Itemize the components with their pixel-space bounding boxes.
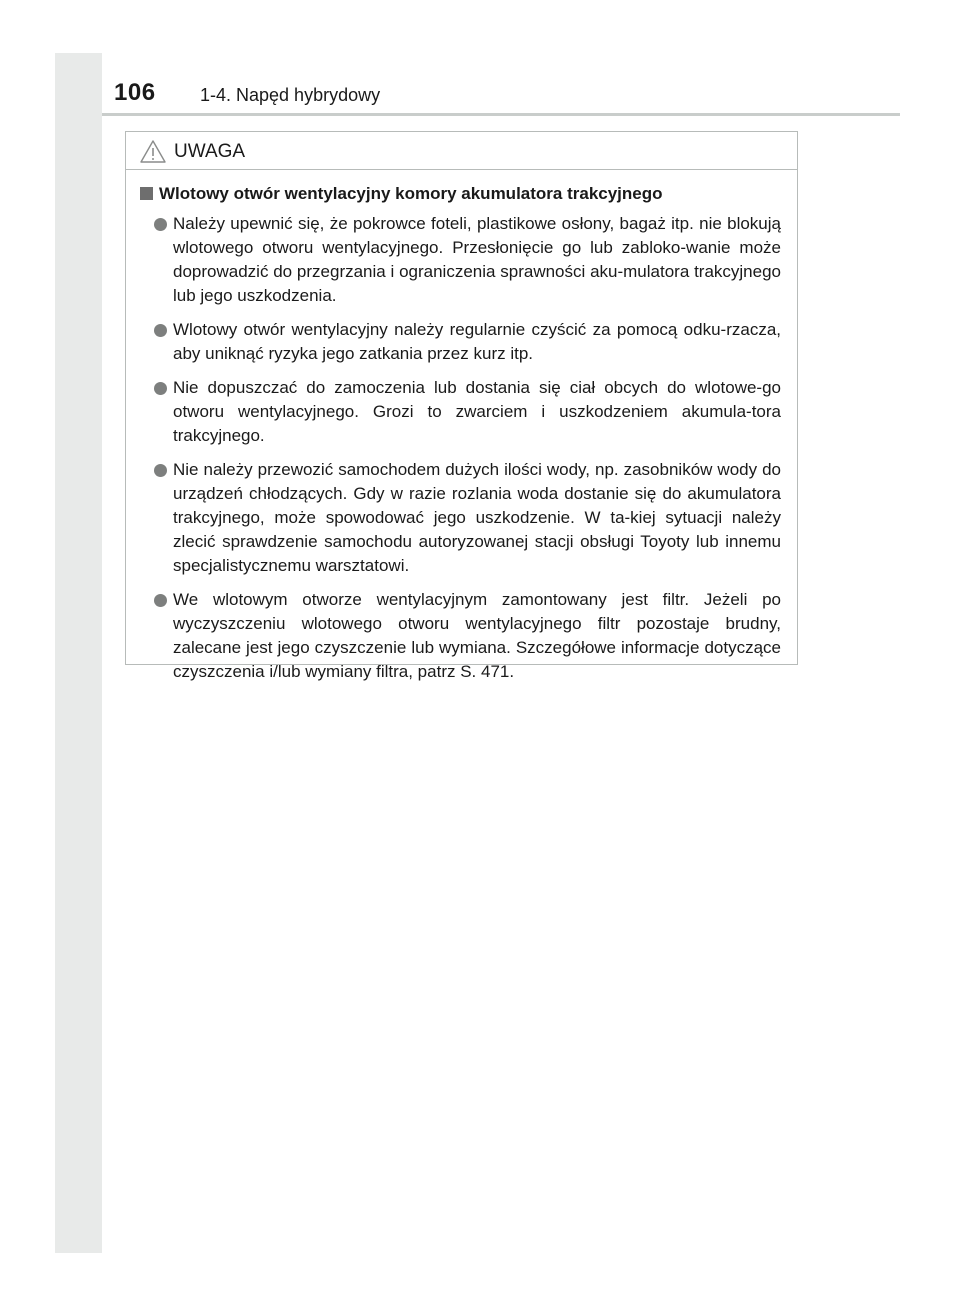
list-item-text: We wlotowym otworze wentylacyjnym zamontowany jest filtr. Jeżeli po wyczyszczeniu wlotowego otworu wentylacyjnego filtr pozostaje brudny, zalecane jest jego czyszczenie lub wymiana. Szczegółowe informacje dotyczące czyszczenia i/lub wymiany filtra, patrz S. 471. — [173, 590, 781, 681]
warning-subheading-text: Wlotowy otwór wentylacyjny komory akumulatora trakcyjnego — [159, 184, 663, 203]
circle-bullet-icon — [154, 218, 167, 231]
square-bullet-icon — [140, 187, 153, 200]
list-item — [154, 588, 781, 684]
list-item-text: Nie dopuszczać do zamoczenia lub dostania się ciał obcych do wlotowe-go otworu wentylacyjnego. Grozi to zwarciem i uszkodzeniem akumula-tora trakcyjnego. — [173, 378, 781, 445]
page-number: 106 — [114, 79, 156, 106]
list-item-text: Należy upewnić się, że pokrowce foteli, plastikowe osłony, bagaż itp. nie blokują wlotowego otworu wentylacyjnego. Przesłonięcie go lub zabloko-wanie może doprowadzić do przegrzania i ograniczenia sprawności aku-mulatora trakcyjnego lub jego uszkodzenia. — [173, 214, 781, 305]
page-header — [0, 0, 960, 120]
list-item-text: Wlotowy otwór wentylacyjny należy regularnie czyścić za pomocą odku-rzacza, aby uniknąć ryzyka jego zatkania przez kurz itp. — [173, 320, 781, 363]
list-item — [154, 376, 781, 448]
list-item — [154, 212, 781, 308]
warning-body — [126, 170, 797, 684]
header-rule — [102, 113, 900, 116]
warning-box — [125, 131, 798, 681]
list-item-text: Nie należy przewozić samochodem dużych ilości wody, np. zasobników wody do urządzeń chłodzących. Gdy w razie rozlania woda dostanie się do akumulatora trakcyjnego, może spowodować jego uszkodzenie. W ta-kiej sytuacji należy zlecić sprawdzenie samochodu autoryzowanej stacji obsługi Toyoty lub innemu specjalistycznemu warsztatowi. — [173, 460, 781, 575]
section-title: 1-4. Napęd hybrydowy — [200, 85, 381, 105]
circle-bullet-icon — [154, 594, 167, 607]
warning-label: UWAGA — [174, 141, 246, 162]
warning-subheading — [140, 182, 781, 206]
warning-header — [126, 132, 797, 170]
side-strip — [55, 53, 102, 1253]
circle-bullet-icon — [154, 464, 167, 477]
warning-triangle-icon — [139, 139, 167, 164]
list-item — [154, 458, 781, 578]
circle-bullet-icon — [154, 382, 167, 395]
circle-bullet-icon — [154, 324, 167, 337]
list-item — [154, 318, 781, 366]
